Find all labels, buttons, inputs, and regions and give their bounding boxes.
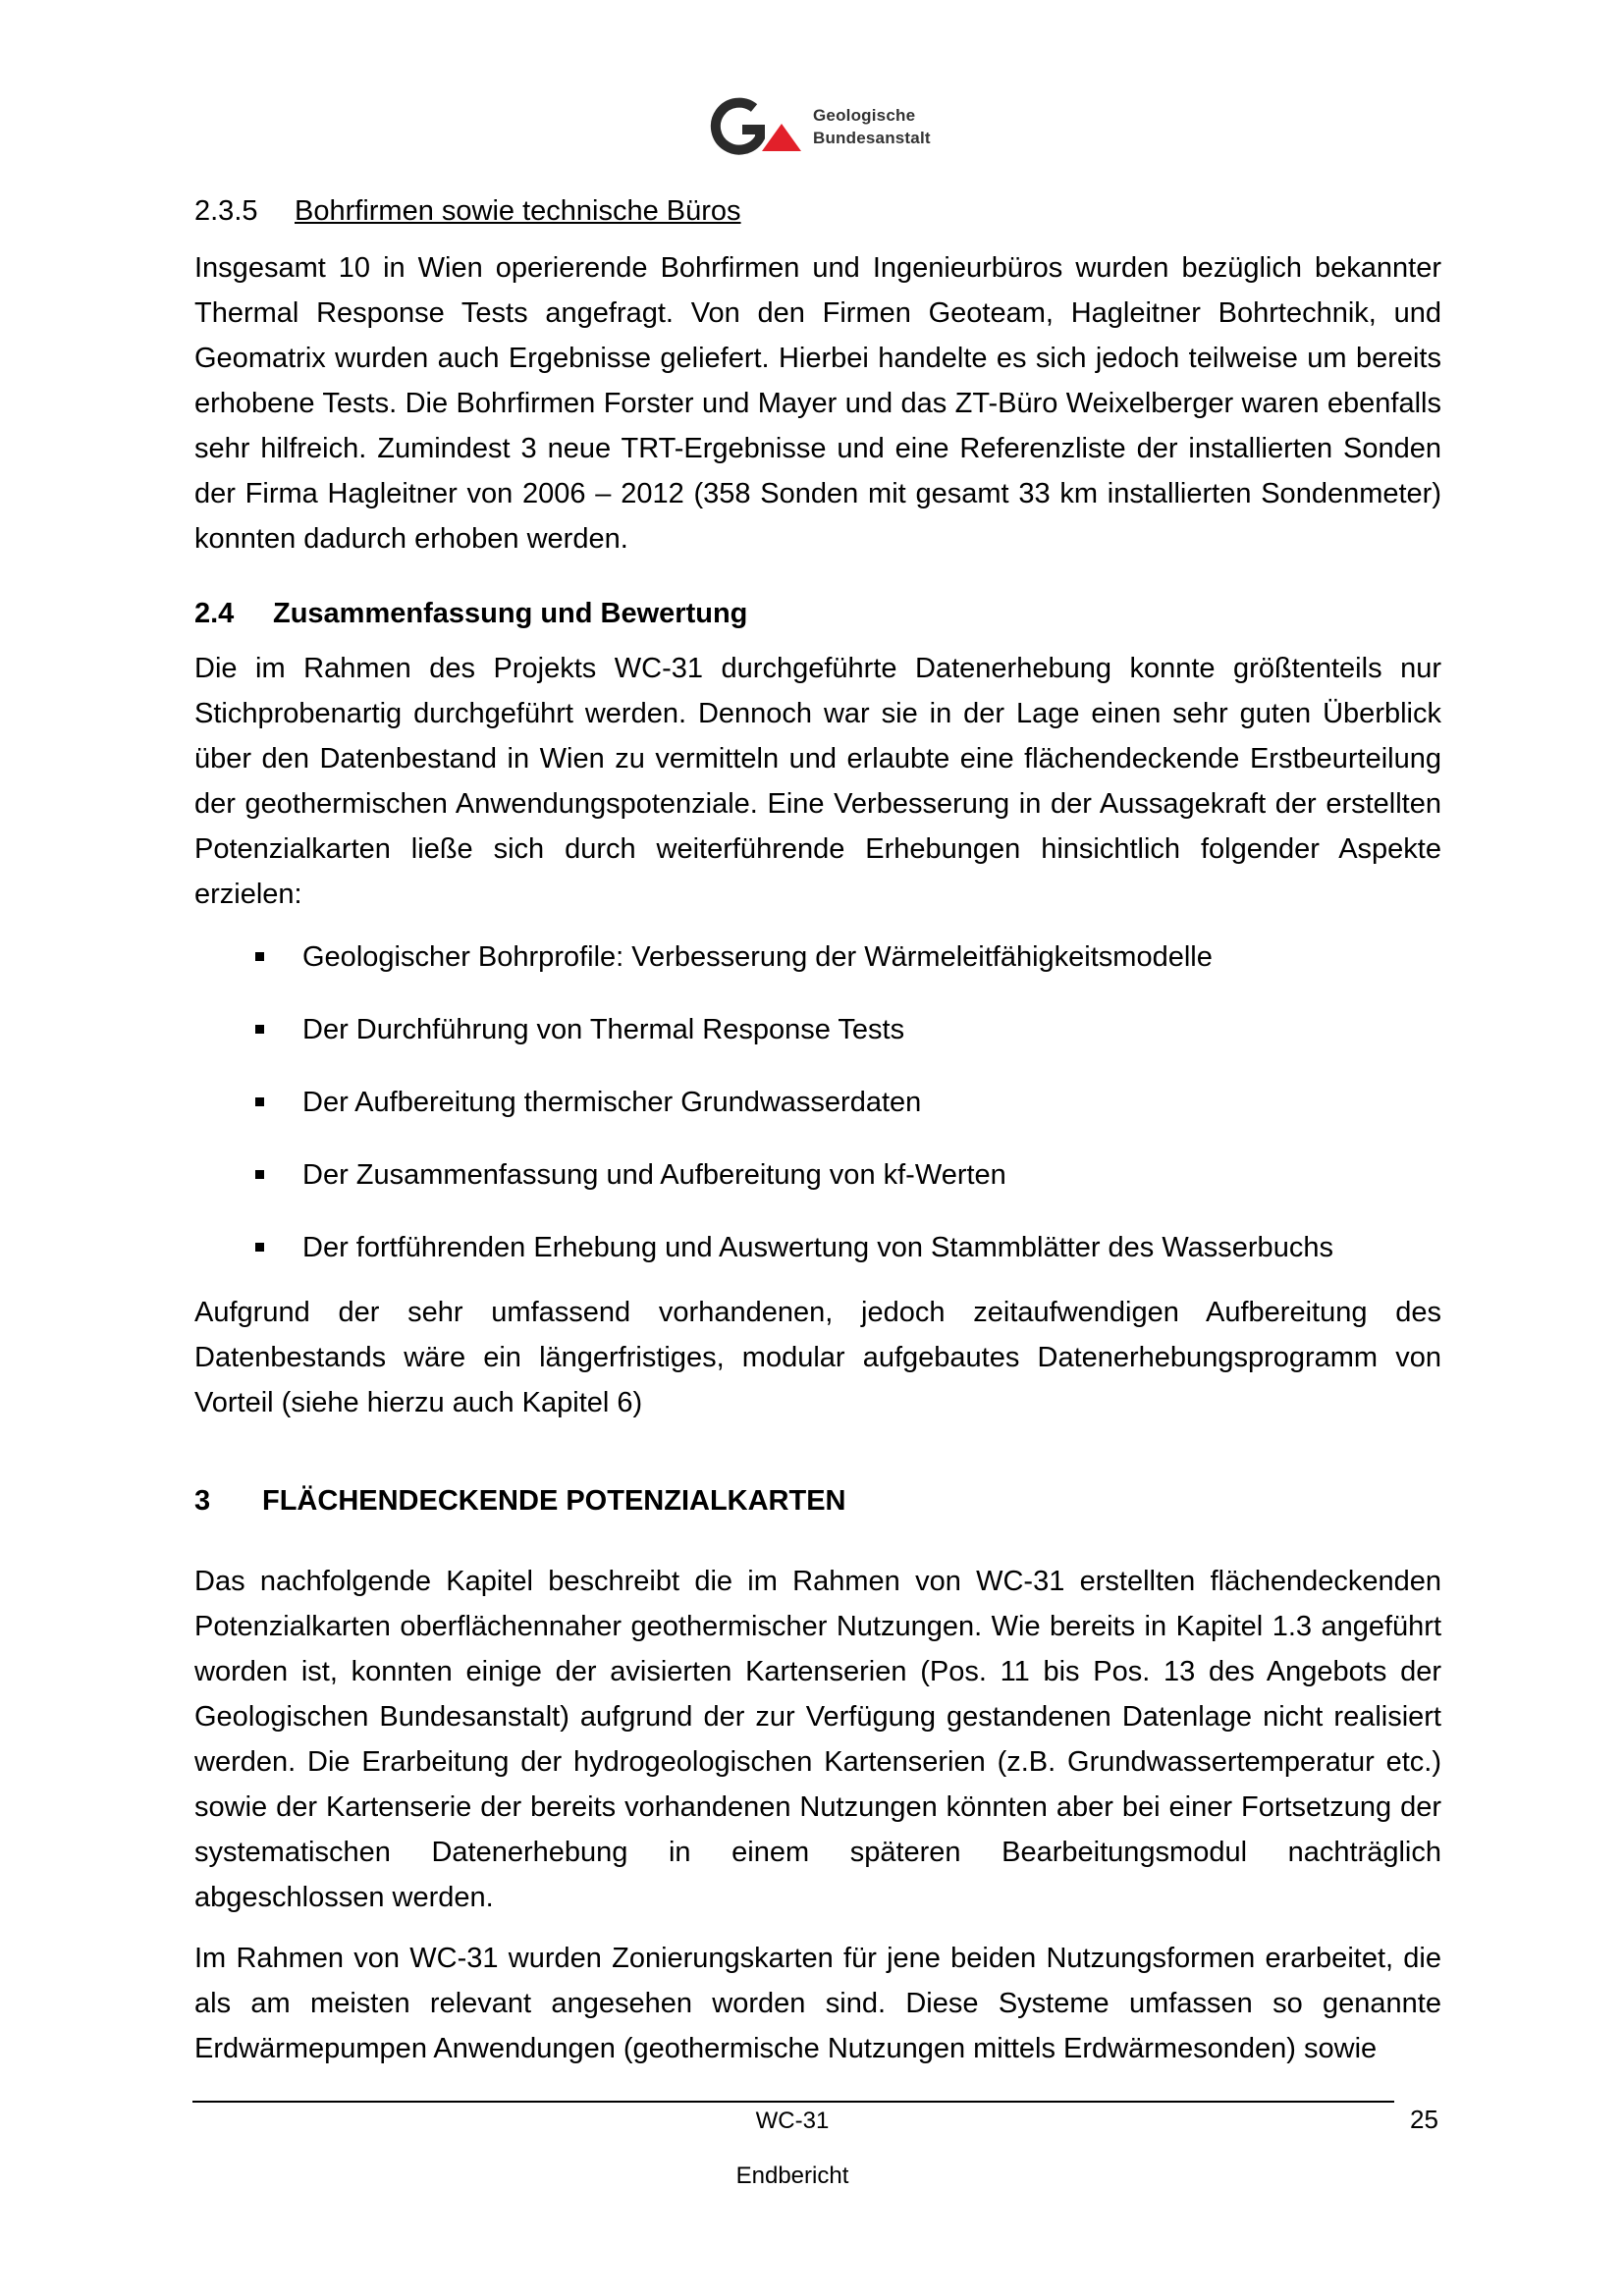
- list-item-text: Der Durchführung von Thermal Response Tests: [302, 1014, 905, 1045]
- square-bullet-icon: [255, 952, 264, 961]
- heading-2-3-5-title: Bohrfirmen sowie technische Büros: [295, 195, 741, 227]
- square-bullet-icon: [255, 1170, 264, 1179]
- heading-2-3-5: [194, 188, 1441, 234]
- paragraph-zusammenfassung: Die im Rahmen des Projekts WC-31 durchgeführte Datenerhebung konnte größtenteils nur Stichprobenartig durchgeführt werden. Dennoch war sie in der Lage einen sehr guten Überblick über den Datenbestand in Wien zu vermitteln und erlaubte eine flächendeckende Erstbeurteilung der geothermischen Anwendungspotenziale. Eine Verbesserung in der Aussagekraft der erstellten Potenzialkarten ließe sich durch weiterführende Erhebungen hinsichtlich folgender Aspekte erzielen:: [194, 653, 1441, 910]
- list-item: [194, 1152, 1441, 1198]
- logo-text-line1: Geologische: [813, 106, 916, 125]
- square-bullet-icon: [255, 1025, 264, 1034]
- gba-logo: [703, 94, 939, 163]
- list-item-text: Der fortführenden Erhebung und Auswertung von Stammblätter des Wasserbuchs: [302, 1232, 1333, 1263]
- paragraph-aufgrund: Aufgrund der sehr umfassend vorhandenen, jedoch zeitaufwendigen Aufbereitung des Datenbestands wäre ein längerfristiges, modular aufgebautes Datenerhebungsprogramm von Vorteil (siehe hierzu auch Kapitel 6): [194, 1297, 1441, 1418]
- heading-3: [194, 1478, 1441, 1523]
- heading-3-number: 3: [194, 1485, 211, 1517]
- heading-2-4: [194, 591, 1441, 636]
- heading-3-title: FLÄCHENDECKENDE POTENZIALKARTEN: [262, 1485, 846, 1517]
- list-item-text: Der Aufbereitung thermischer Grundwasserdaten: [302, 1087, 922, 1118]
- logo-text: [813, 104, 931, 149]
- heading-2-4-number: 2.4: [194, 598, 235, 629]
- list-item: [194, 1080, 1441, 1125]
- footer-divider: [192, 2101, 1394, 2103]
- aspects-list: [194, 934, 1441, 1270]
- list-item: [194, 1007, 1441, 1052]
- logo-text-line2: Bundesanstalt: [813, 129, 931, 147]
- paragraph-zonierungskarten: Im Rahmen von WC-31 wurden Zonierungskarten für jene beiden Nutzungsformen erarbeitet, die als am meisten relevant angesehen worden sind. Diese Systeme umfassen so genannte Erdwärmepumpen Anwendungen (geothermische Nutzungen mittels Erdwärmesonden) sowie: [194, 1943, 1441, 2064]
- footer-project-code: WC-31: [755, 2108, 830, 2134]
- paragraph-potenzialkarten: Das nachfolgende Kapitel beschreibt die im Rahmen von WC-31 erstellten flächendeckenden Potenzialkarten oberflächennaher geothermischer Nutzungen. Wie bereits in Kapitel 1.3 angeführt worden ist, konnten einige der avisierten Kartenserien (Pos. 11 bis Pos. 13 des Angebots der Geologischen Bundesanstalt) aufgrund der zur Verfügung gestandenen Datenlage nicht realisiert werden. Die Erarbeitung der hydrogeologischen Kartenserien (z.B. Grundwassertemperatur etc.) sowie der Kartenserie der bereits vorhandenen Nutzungen könnten aber bei einer Fortsetzung der systematischen Datenerhebung in einem späteren Bearbeitungsmodul nachträglich abgeschlossen werden.: [194, 1566, 1441, 1913]
- paragraph-spacer: [194, 1920, 1441, 1936]
- square-bullet-icon: [255, 1243, 264, 1252]
- footer-page-number: 25: [1410, 2105, 1438, 2134]
- heading-2-3-5-number: 2.3.5: [194, 195, 258, 227]
- gba-logo-mark-icon: [703, 94, 805, 163]
- heading-2-4-title: Zusammenfassung und Bewertung: [273, 598, 748, 629]
- list-item-text: Der Zusammenfassung und Aufbereitung von kf-Werten: [302, 1159, 1006, 1191]
- list-item: [194, 1225, 1441, 1270]
- footer-subtitle: Endbericht: [735, 2163, 849, 2189]
- page-content: [194, 188, 1441, 2071]
- square-bullet-icon: [255, 1097, 264, 1106]
- list-item-text: Geologischer Bohrprofile: Verbesserung der Wärmeleitfähigkeitsmodelle: [302, 941, 1213, 973]
- list-item: [194, 934, 1441, 980]
- paragraph-bohrfirmen: Insgesamt 10 in Wien operierende Bohrfirmen und Ingenieurbüros wurden bezüglich bekannter Thermal Response Tests angefragt. Von den Firmen Geoteam, Hagleitner Bohrtechnik, und Geomatrix wurden auch Ergebnisse geliefert. Hierbei handelte es sich jedoch teilweise um bereits erhobene Tests. Die Bohrfirmen Forster und Mayer und das ZT-Büro Weixelberger waren ebenfalls sehr hilfreich. Zumindest 3 neue TRT-Ergebnisse und eine Referenzliste der installierten Sonden der Firma Hagleitner von 2006 – 2012 (358 Sonden mit gesamt 33 km installierten Sondenmeter) konnten dadurch erhoben werden.: [194, 252, 1441, 555]
